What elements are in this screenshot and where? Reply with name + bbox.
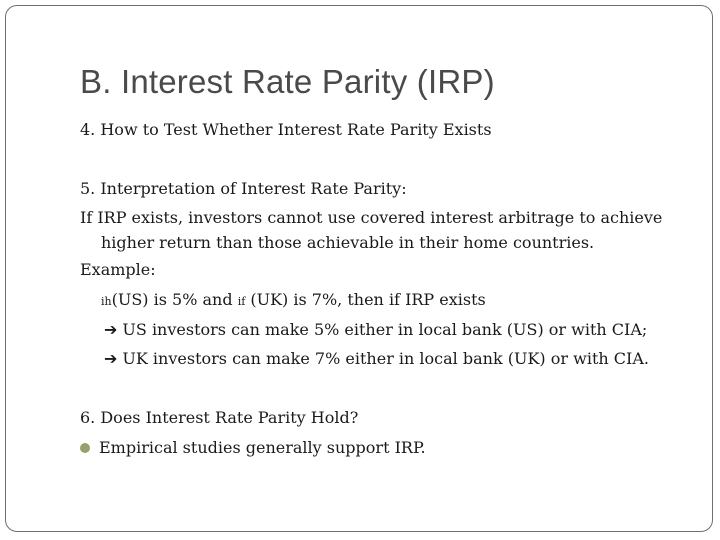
point-4-heading: 4. How to Test Whether Interest Rate Parity Exists	[80, 120, 492, 139]
uk-investor-line	[104, 351, 649, 367]
bullet-dot-icon	[80, 443, 90, 453]
example-label: Example:	[80, 260, 156, 279]
point-6-bullet-text: Empirical studies generally support IRP.	[99, 438, 426, 457]
ih-symbol: ih	[101, 295, 112, 308]
point-5-paragraph-line-2: higher return than those achievable in their home countries.	[101, 233, 595, 252]
uk-investor-text: UK investors can make 7% either in local bank (UK) or with CIA.	[122, 349, 649, 368]
point-5-heading: 5. Interpretation of Interest Rate Parity:	[80, 179, 407, 198]
point-6-heading: 6. Does Interest Rate Parity Hold?	[80, 408, 359, 427]
right-arrow-icon: ➔	[104, 349, 118, 368]
uk-rate-text: (UK) is 7%, then if IRP exists	[245, 290, 486, 309]
us-investor-text: US investors can make 5% either in local bank (US) or with CIA;	[122, 320, 648, 339]
example-rates-line	[101, 292, 486, 308]
right-arrow-icon: ➔	[104, 320, 118, 339]
point-5-paragraph-line-1: If IRP exists, investors cannot use covered interest arbitrage to achieve	[80, 208, 663, 227]
us-rate-text: (US) is 5% and	[111, 290, 238, 309]
slide-title: B. Interest Rate Parity (IRP)	[80, 63, 495, 100]
us-investor-line	[104, 322, 647, 338]
if-symbol: if	[237, 295, 246, 308]
